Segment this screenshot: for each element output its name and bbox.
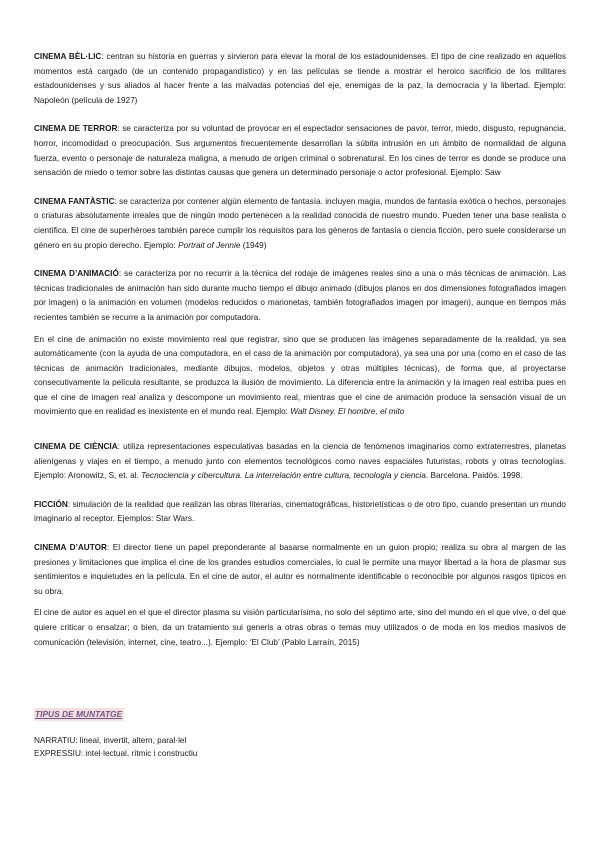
montage-narratiu-value: lineal, invertit, altern, paral·lel	[77, 736, 187, 746]
montage-narratiu-label: NARRATIU:	[34, 736, 78, 746]
title-author: CINEMA D’AUTOR	[34, 543, 107, 553]
tail-science: . Barcelona. Paidós. 1998.	[425, 471, 523, 481]
montage-list	[34, 735, 566, 760]
title-animation: CINEMA D’ANIMACIÓ	[34, 269, 119, 279]
montage-expressiu-value: intel·lectual, rítmic i constructiu	[83, 748, 198, 758]
paragraph-terror	[34, 122, 566, 180]
montage-item-expressiu	[34, 748, 566, 761]
paragraph-animation	[34, 267, 566, 325]
body-animation: : se caracteriza por no recurrir a la técnica del rodaje de imágenes reales sino a una o más técnicas de animación. Las técnicas tradicionales de animación han sido durante mucho tiempo el dibujo animado (dibujos planos en dos dimensiones fotografiados imagen por imagen) o la animación en volumen (modelos reducidos o marionetas, también fotografiados imagen por imagen), aunque en tiempos más recientes también se recurre a la animación por computadora.	[34, 269, 567, 322]
body-terror: : se caracteriza por su voluntad de provocar en el espectador sensaciones de pavor, terror, miedo, disgusto, repugnancia, horror, incomodidad o preocupación. Sus argumentos frecuentemente desarrollan la súbita intrusión en un ámbito de normalidad de alguna fuerza, evento o personaje de naturaleza maligna, a menudo de origen criminal o sobrenatural. En los cines de terror es donde se produce una sensación de miedo o temor sobre las distintas causas que genera un determinado personaje o actor profesional. Ejemplo: Saw	[34, 124, 567, 178]
title-fantastic: CINEMA FANTÀSTIC	[34, 196, 115, 206]
montage-item-narratiu	[34, 735, 566, 748]
body-fiction: : simulación de la realidad que realizan las obras literarias, cinematográficas, historietísticas o de otro tipo, cuando presentan un mundo imaginario al receptor. Ejemplos: Star Wars.	[34, 499, 566, 524]
body-fantastic: : se caracteriza por contener algún elemento de fantasía. incluyen magia, mundos de fantasía exótica o hechos, personajes o criaturas absolutamente irreales que de ningún modo pertenecen a la realidad conocida de nuestro mundo. Pueden tener una base realista o científica. El cine de superhéroes también parece cumplir los requisitos para los géneros de fantasía o ciencia ficción, pero suele considerarse un género en su propio derecho. Ejemplo:	[34, 196, 566, 250]
title-science: CINEMA DE CIÈNCIA	[34, 442, 118, 452]
paragraph-fiction	[34, 498, 566, 527]
paragraph-science	[34, 440, 566, 484]
paragraph-belic	[34, 50, 566, 108]
title-terror: CINEMA DE TERROR	[34, 124, 118, 134]
montage-heading: TIPUS DE MUNTATGE	[35, 709, 123, 720]
paragraph-animation-2	[34, 333, 566, 421]
body-author-2: El cine de autor es aquel en el que el director plasma su visión particularísima, no solo del séptimo arte, sino del mundo en el que vive, o del que quiere criticar o ensalzar; o bien, da un tratamiento sui generis a otras obras o temas muy utilizados o de moda en los medios masivos de comunicación (televisión, internet, cine, teatro...). Ejemplo: ‘El Club’ (Pablo Larraín, 2015)	[34, 608, 566, 647]
montage-expressiu-label: EXPRESSIU:	[34, 748, 84, 758]
example-animation: Walt Disney. El hombre, el mito	[290, 407, 405, 417]
paragraph-author	[34, 541, 566, 599]
example-science: Tecnociencia y cibercultura. La interrelación entre cultura, tecnología y ciencia	[141, 471, 426, 481]
body-animation-2: En el cine de animación no existe movimiento real que registrar, sino que se producen las imágenes separadamente de la realidad, ya sea automáticamente (con la ayuda de una computadora, en el caso de la animación por computadora), ya sea una por una (como en el caso de las técnicas de animación tradicionales, mediante dibujos, modelos, objetos y otras múltiples técnicas), de forma que, al proyectarse consecutivamente la película resultante, se produzca la ilusión de movimiento. La diferencia entre la animación y la imagen real estriba pues en que el cine de imagen real analiza y descompone un movimiento real, mientras que el cine de animación produce la sensación visual de un movimiento que en realidad es inexistente en el mundo real. Ejemplo:	[34, 334, 566, 417]
paragraph-fantastic	[34, 195, 566, 253]
title-fiction: FICCIÓN	[34, 499, 68, 509]
paragraph-author-2	[34, 606, 566, 650]
example-fantastic: Portrait of Jennie	[178, 240, 241, 250]
year-fantastic: (1949)	[240, 240, 267, 250]
body-belic: : centran su historia en guerras y sirvieron para elevar la moral de los estadounidenses. El tipo de cine realizado en aquellos momentos está cargado (de un contenido propagandístico) y en las películas se tiende a mostrar el heroico sacrificio de los militares estadounidenses y sus aliados al hacer frente a las malvadas potencias del eje, enemigas de la paz, la democracia y la libertad. Ejemplo: Napoleón (película de 1927)	[34, 52, 566, 105]
body-science: : utiliza representaciones especulativas basadas en la ciencia de fenómenos imaginarios como extraterrestres, planetas alienígenas y viajes en el tiempo, a menudo junto con elementos tecnológicos como naves espaciales futuristas, robots y otras tecnologías. Ejemplo: Aronowitz, S, et. al.	[34, 442, 566, 481]
title-belic: CINEMA BÈL·LIC	[34, 52, 102, 61]
body-author: : El director tiene un papel preponderante al basarse normalmente en un guion propio; realiza su obra al margen de las presiones y limitaciones que implica el cine de los grandes estudios comerciales, lo cual le permite una mayor libertad a la hora de plasmar sus sentimientos e inquietudes en la película. En el cine de autor, el autor es normalmente identificable o reconocible por algunos rasgos típicos en su obra.	[34, 543, 566, 596]
